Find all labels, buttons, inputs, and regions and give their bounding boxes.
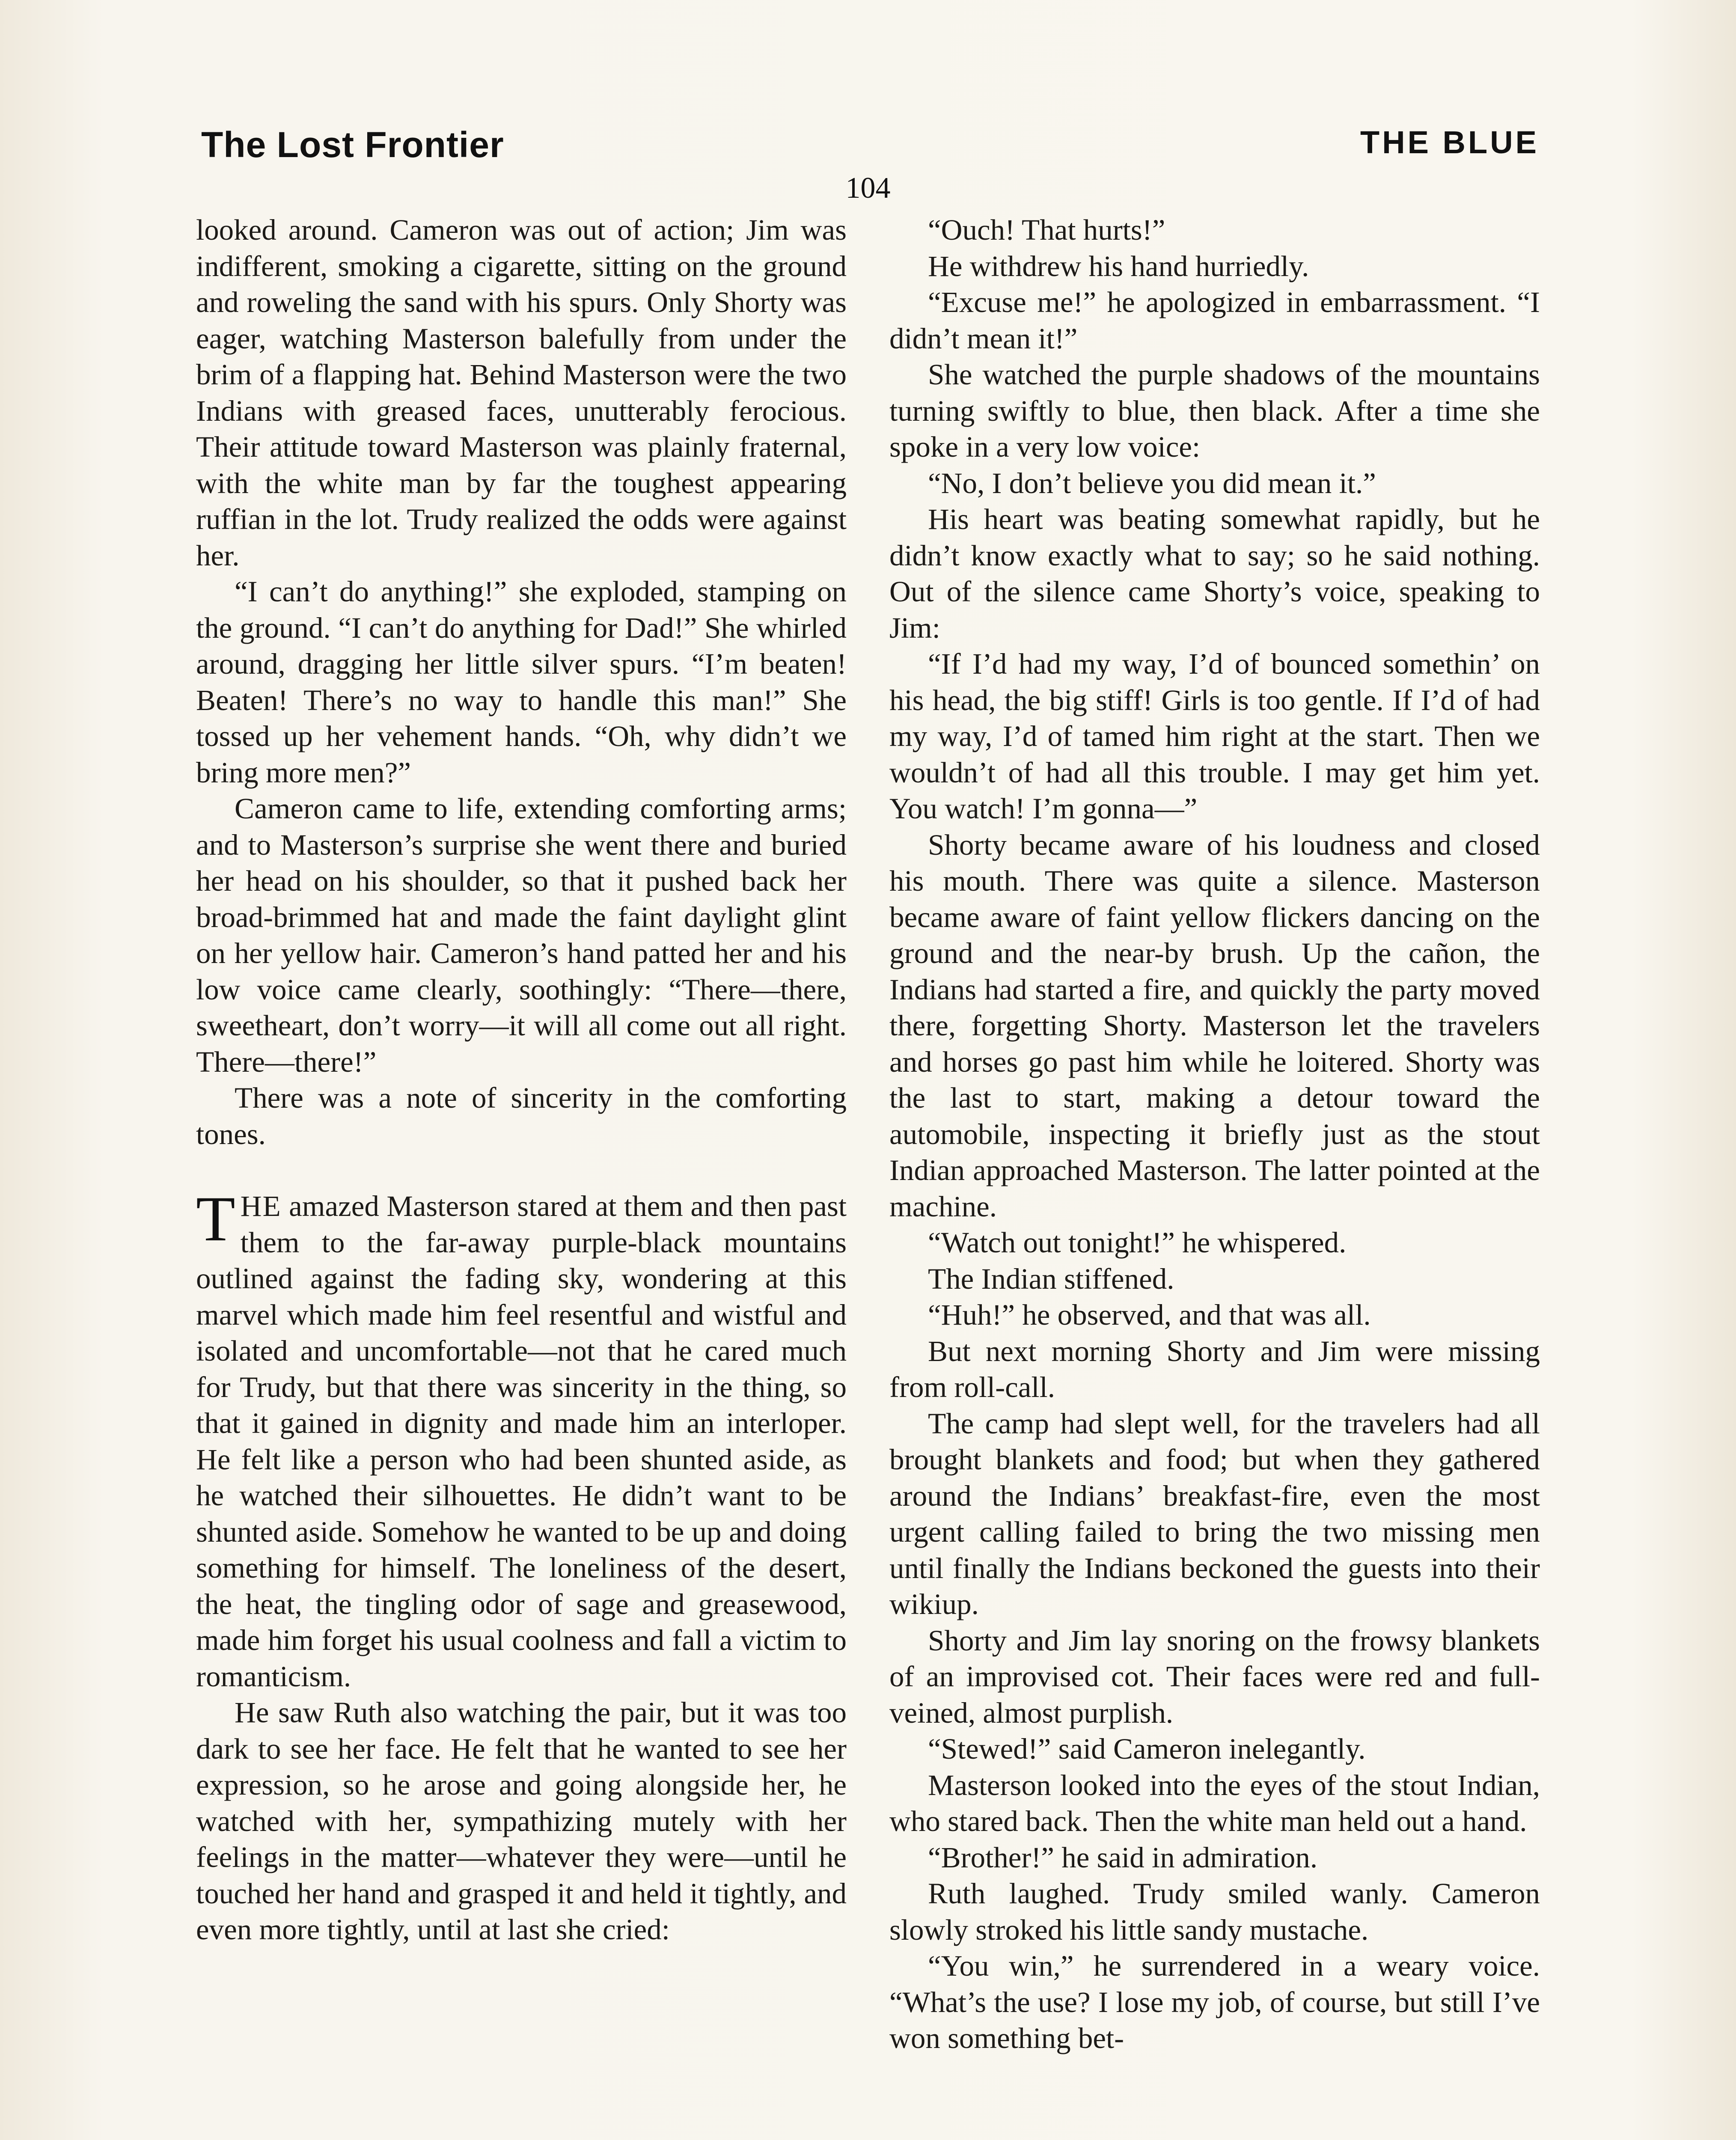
paragraph: looked around. Cameron was out of action; Jim was indifferent, smoking a cigarette, sitting on the ground and roweling the sand with his spurs. Only Shorty was eager, watching Masterson balefully from under the brim of a flapping hat. Behind Masterson were the two Indians with greased faces, unutterably ferocious. Their attitude toward Masterson was plainly fraternal, with the white man by far the toughest appearing ruffian in the lot. Trudy realized the odds were against her. — [196, 214, 847, 572]
paragraph: Shorty and Jim lay snoring on the frowsy blankets of an improvised cot. Their faces were red and full-veined, almost purplish. — [889, 1624, 1540, 1729]
paragraph: “No, I don’t believe you did mean it.” — [928, 467, 1376, 499]
paragraph: Cameron came to life, extending comforting arms; and to Masterson’s surprise she went there and buried her head on his shoulder, so that it pushed back her broad-brimmed hat and made the faint daylight glint on her yellow hair. Cameron’s hand patted her and his low voice came clearly, soothingly: “There—there, sweetheart, don’t worry—it will all come out all right. There—there!” — [196, 792, 847, 1078]
paragraph: “You win,” he surrendered in a weary voice. “What’s the use? I lose my job, of course, but still I’ve won something bet- — [889, 1950, 1540, 2054]
paragraph: “Watch out tonight!” he whispered. — [928, 1226, 1347, 1259]
magazine-name: THE BLUE — [1360, 125, 1539, 160]
paragraph: “Excuse me!” he apologized in embarrassment. “I didn’t mean it!” — [889, 286, 1540, 355]
paragraph-text: amazed Masterson stared at them and then past them to the far-away purple-black mountains outlined against the fading sky, wondering at this marvel which made him feel resentful and wistful and isolated and uncomfortable—not that he cared much for Trudy, but that there was sincerity in the thing, so that it gained in dignity and made him an interloper. He felt like a person who had been shunted aside, as he watched their silhouettes. He didn’t want to be shunted aside. Somehow he wanted to be up and doing something for himself. The loneliness of the desert, the heat, the tingling odor of sage and greasewood, made him forget his usual coolness and fall a victim to romanticism. — [196, 1190, 847, 1693]
paragraph: Shorty became aware of his loudness and closed his mouth. There was quite a silence. Masterson became aware of faint yellow flickers dancing on the ground and the near-by brush. Up the cañon, the Indians had started a fire, and quickly the party moved there, forgetting Shorty. Masterson let the travelers and horses go past him while he loitered. Shorty was the last to start, making a detour toward the automobile, inspecting it briefly just as the stout Indian approached Masterson. The latter pointed at the machine. — [889, 828, 1540, 1223]
paragraph: “If I’d had my way, I’d of bounced somethin’ on his head, the big stiff! Girls is too gentle. If I’d of had my way, I’d of tamed him right at the start. Then we wouldn’t of had all this trouble. I may get him yet. You watch! I’m gonna—” — [889, 648, 1540, 825]
section-break — [196, 1152, 847, 1188]
paragraph: “Ouch! That hurts!” — [928, 214, 1165, 246]
lead-in: HE — [240, 1190, 282, 1222]
paragraph: He withdrew his hand hurriedly. — [928, 250, 1309, 282]
paragraph: “Brother!” he said in admiration. — [928, 1841, 1318, 1874]
page-number: 104 — [845, 172, 891, 205]
section-opening-paragraph — [196, 1183, 847, 1694]
paragraph: The Indian stiffened. — [928, 1262, 1174, 1295]
left-column — [196, 212, 847, 2140]
paragraph: His heart was beating somewhat rapidly, but he didn’t know exactly what to say; so he said nothing. Out of the silence came Shorty’s voice, speaking to Jim: — [889, 503, 1540, 644]
paragraph: There was a note of sincerity in the comforting tones. — [196, 1082, 847, 1150]
paragraph: She watched the purple shadows of the mountains turning swiftly to blue, then black. After a time she spoke in a very low voice: — [889, 358, 1540, 463]
paragraph: Masterson looked into the eyes of the stout Indian, who stared back. Then the white man held out a hand. — [889, 1768, 1540, 1837]
drop-cap: T — [196, 1183, 235, 1254]
paragraph: “I can’t do anything!” she exploded, stamping on the ground. “I can’t do anything for Dad!” She whirled around, dragging her little silver spurs. “I’m beaten! Beaten! There’s no way to handle this man!” She tossed up her vehement hands. “Oh, why didn’t we bring more men?” — [196, 575, 847, 789]
paragraph: “Stewed!” said Cameron inelegantly. — [928, 1733, 1366, 1765]
paragraph: “Huh!” he observed, and that was all. — [928, 1299, 1371, 1331]
story-title: The Lost Frontier — [201, 125, 504, 165]
paragraph: But next morning Shorty and Jim were missing from roll-call. — [889, 1335, 1540, 1403]
right-column — [889, 212, 1540, 2140]
paragraph: The camp had slept well, for the travelers had all brought blankets and food; but when they gathered around the Indians’ breakfast-fire, even the most urgent calling failed to bring the two missing men until finally the Indians beckoned the guests into their wikiup. — [889, 1407, 1540, 1620]
paragraph: Ruth laughed. Trudy smiled wanly. Cameron slowly stroked his little sandy mustache. — [889, 1877, 1540, 1946]
paragraph: He saw Ruth also watching the pair, but it was too dark to see her face. He felt that he wanted to see her expression, so he arose and going alongside her, he watched with her, sympathizing mutely with her feelings in the matter—whatever they were—until he touched her hand and grasped it and held it tightly, and even more tightly, until at last she cried: — [196, 1696, 847, 1946]
